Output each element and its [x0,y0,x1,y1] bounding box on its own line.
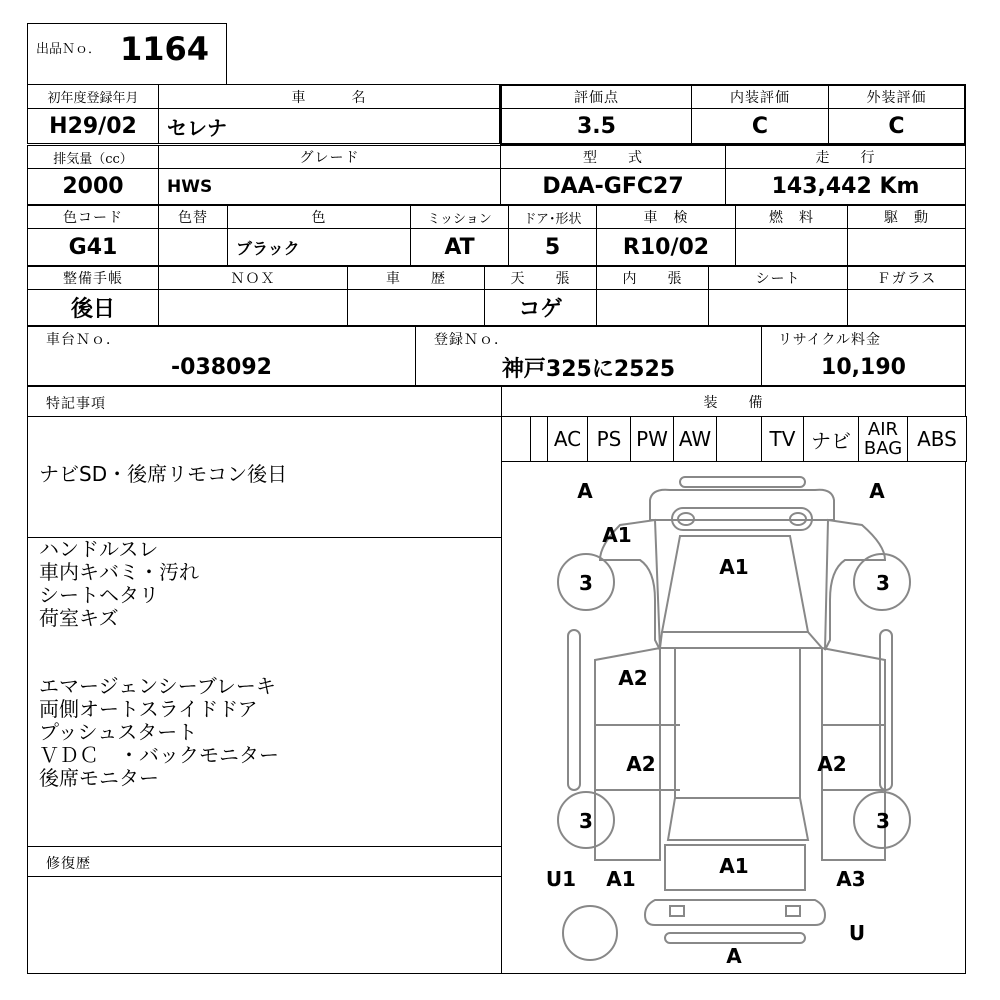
nox-value-cell [158,289,348,326]
equipment-item-label: PS [596,427,622,451]
exterior-label: 外装評価 [866,90,927,106]
equipment-label: 装 備 [703,394,764,411]
lining-value-cell [596,289,709,326]
notes-label: 特記事項 [46,395,106,412]
inspection-value-cell [596,228,736,266]
notes-options: エマージェンシーブレーキ 両側オートスライドドア プッシュスタート ＶＤＣ ・バックモニター 後席モニター [39,674,279,790]
equipment-item-label: PW [636,427,668,451]
inspection-label: 車 検 [643,210,689,226]
year-value-cell [27,108,159,144]
fuel-label: 燃 料 [769,210,814,226]
reg-label-cell [415,326,762,350]
equipment-header [501,386,966,417]
mileage-label-cell [725,145,966,169]
ceiling-value: コゲ [518,297,563,322]
repair-box [27,876,502,974]
transmission-value: AT [444,234,475,260]
grade-box [500,84,966,145]
doors-label-cell [508,205,597,229]
car-diagram [501,461,966,974]
chassis-label-cell [27,326,416,350]
fuel-value [736,229,847,265]
rear-bumper [645,900,825,925]
equipment-item-label: ナビ [811,428,851,453]
equipment-item-0 [530,416,548,462]
equipment-item-label [531,417,547,461]
notes-box-1 [27,416,502,538]
equipment-item-label: AIR BAG [863,419,903,459]
recycle-value-cell [761,349,966,386]
mileage-label: 走 行 [815,150,876,166]
maintenance-value-cell [27,289,159,326]
mark-rear-a3: A3 [836,867,866,891]
color-label-cell [227,205,411,229]
mark-door-l-front: A2 [618,666,648,690]
mark-door-l-rear: A2 [626,752,656,776]
fuel-value-cell [735,228,848,266]
grade-value-cell [158,168,501,205]
repaint-label-cell [158,205,228,229]
ceiling-value-cell [484,289,597,326]
recycle-value: 10,190 [821,354,906,380]
mark-trunk: A1 [719,854,749,878]
repaint-value-cell [158,228,228,266]
chassis-label: 車台Ｎｏ． [46,332,121,348]
model-label-cell [500,145,726,169]
front-bumper [650,490,834,520]
mark-rear-u: U [848,921,866,945]
equipment-item-label [717,417,761,461]
reg-value: 神戸325に2525 [501,356,676,382]
color-value: ブラック [236,238,300,258]
spare-wheel [563,906,617,960]
doors-value: 5 [544,234,561,260]
notes-header [27,386,502,417]
lot-number-box [27,23,227,85]
mark-wheel-rl: 3 [579,809,593,833]
equipment-item-label: ABS [917,427,957,451]
score-value: 3.5 [577,113,616,139]
equipment-item-label: AC [553,427,582,451]
color-label: 色 [311,210,327,226]
repaint-value [159,229,227,265]
equipment-item-5 [716,416,762,462]
notes-box-2 [27,537,502,847]
chassis-value: -038092 [171,354,272,380]
mark-rear-a1: A1 [606,867,636,891]
mark-rear-u1: U1 [545,867,577,891]
score-label: 評価点 [574,90,619,106]
name-label-cell [158,84,500,109]
model-label: 型 式 [583,150,643,166]
car-name-value: セレナ [167,115,227,140]
color-code-label: 色コード [63,210,123,226]
equipment-item-8 [858,416,908,462]
seat-value-cell [708,289,848,326]
transmission-label-cell [410,205,509,229]
color-code-label-cell [27,205,159,229]
equipment-item-label: TV [769,427,796,451]
seat-label: シート [755,271,801,287]
notes-line-1: ナビSD・後席リモコン後日 [39,462,288,486]
rear-bumper-bar [665,933,805,943]
model-value: DAA-GFC27 [542,174,684,199]
mark-pillar-front: A1 [602,523,632,547]
mileage-value-cell [725,168,966,205]
lot-number-label: 出品Ｎｏ． [36,42,102,57]
exterior-value: C [888,113,905,139]
seat-value [709,290,847,325]
interior-value: C [751,113,769,139]
seat-label-cell [708,266,848,290]
lining-label-cell [596,266,709,290]
displacement-value: 2000 [62,174,124,199]
equipment-item-6 [761,416,804,462]
mark-wheel-rr: 3 [876,809,890,833]
grade-label-cell [158,145,501,169]
transmission-label: ミッション [427,211,492,227]
inspection-label-cell [596,205,736,229]
rear-window [668,798,808,840]
history-value [348,290,484,325]
grade-label: グレード [299,150,360,166]
inspection-value: R10/02 [622,234,710,260]
drive-value-cell [847,228,966,266]
maintenance-value: 後日 [70,297,115,322]
mark-wheel-fr: 3 [876,571,890,595]
chassis-value-cell [27,349,416,386]
glass-value-cell [847,289,966,326]
front-bumper-bar [680,477,805,487]
grade-value: HWS [167,176,213,197]
nox-value [159,290,347,325]
car-name-label: 車 名 [291,89,367,106]
equipment-item-2 [587,416,631,462]
displacement-label-cell [27,145,159,169]
drive-label-cell [847,205,966,229]
maintenance-label: 整備手帳 [63,271,123,287]
repaint-label: 色替 [178,210,208,226]
year-value: H29/02 [49,113,137,139]
mark-front-left: A [577,479,593,503]
model-value-cell [500,168,726,205]
displacement-label: 排気量（cc） [53,151,133,167]
glass-label-cell [847,266,966,290]
glass-value [848,290,965,325]
color-code-value: G41 [68,234,118,260]
fuel-label-cell [735,205,848,229]
equipment-item-4 [673,416,717,462]
ceiling-label-cell [484,266,597,290]
mark-front-right: A [869,479,885,503]
repair-header [27,846,502,877]
interior-label: 内装評価 [730,90,790,106]
recycle-label-cell [761,326,966,350]
maintenance-label-cell [27,266,159,290]
mark-rear-a: A [726,944,742,968]
name-value-cell [158,108,500,144]
windshield [660,632,822,648]
left-pillar [568,630,580,790]
glass-label: Ｆガラス [876,271,937,287]
doors-label: ドア･形状 [523,211,582,227]
color-value-cell [227,228,411,266]
equipment-item-3 [630,416,674,462]
repair-label: 修復歴 [46,855,91,872]
lot-number-value: 1164 [120,30,210,68]
color-code-value-cell [27,228,159,266]
history-label-cell [347,266,485,290]
roof [675,648,800,798]
equipment-item-label: AW [678,427,712,451]
transmission-value-cell [410,228,509,266]
mark-wheel-fl: 3 [579,571,593,595]
drive-label: 駆 動 [884,210,929,226]
history-label: 車 歴 [386,271,446,287]
equipment-item-7 [803,416,859,462]
lining-value [597,290,708,325]
nox-label-cell [158,266,348,290]
reg-value-cell [415,349,762,386]
year-label: 初年度登録年月 [47,91,139,106]
hood-outline [662,536,808,632]
ceiling-label: 天 張 [510,271,571,287]
mark-door-r-rear: A2 [817,752,847,776]
doors-value-cell [508,228,597,266]
mark-hood: A1 [719,555,749,579]
recycle-label: リサイクル料金 [778,332,882,348]
displacement-value-cell [27,168,159,205]
repair-value [28,877,501,973]
year-label-cell [27,84,159,109]
reg-label: 登録Ｎｏ． [434,332,509,348]
nox-label: ＮＯＸ [230,271,276,287]
drive-value [848,229,965,265]
equipment-item-9 [907,416,967,462]
lining-label: 内 張 [622,271,683,287]
notes-defects: ハンドルスレ 車内キバミ・汚れ シートヘタリ 荷室キズ [39,537,199,630]
equipment-item-1 [547,416,588,462]
history-value-cell [347,289,485,326]
mileage-value: 143,442 Km [771,174,920,199]
